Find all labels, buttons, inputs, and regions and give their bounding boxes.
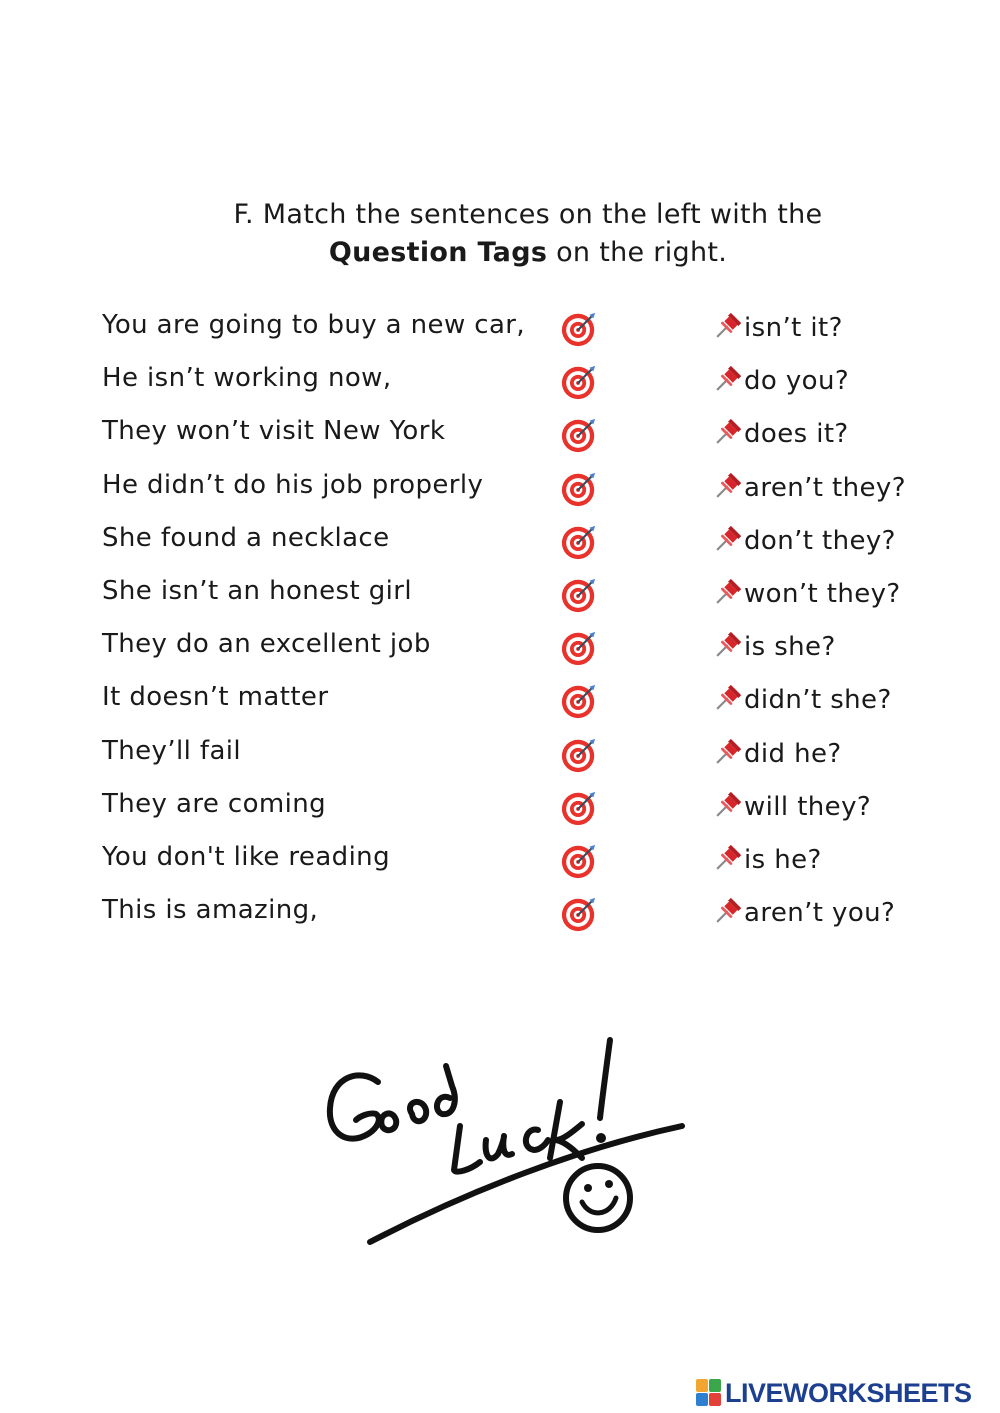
sentence-text: He didn’t do his job properly [102,469,484,500]
target-icon[interactable] [560,576,598,614]
pushpin-icon [714,632,744,662]
target-icon[interactable] [560,416,598,454]
sentence-text: This is amazing, [102,895,319,926]
pushpin-icon [714,419,744,449]
match-row [0,676,1000,729]
brand-name: LIVEWORKSHEETS [725,1377,972,1408]
instruction-rest: on the right. [547,237,728,268]
target-icon[interactable] [560,736,598,774]
match-row [0,623,1000,676]
question-tag-text: is he? [744,845,822,875]
instruction-line-2 [0,234,1000,272]
question-tag-item[interactable] [714,576,901,616]
sentence-text: You don't like reading [102,842,390,872]
question-tag-text: isn’t it? [744,313,843,343]
match-row [0,464,1000,517]
question-tag-text: will they? [744,791,872,822]
sentence-text: They are coming [102,788,327,819]
target-icon[interactable] [560,789,598,827]
pushpin-icon [714,845,744,875]
sentence-text: You are going to buy a new car, [102,310,526,340]
match-row [0,570,1000,623]
question-tag-text: didn’t she? [744,685,892,716]
good-luck-handwriting [320,1030,690,1260]
question-tag-item[interactable] [714,310,843,350]
target-icon[interactable] [560,523,598,561]
match-row [0,517,1000,570]
question-tag-item[interactable] [714,629,836,669]
match-row [0,783,1000,836]
pushpin-icon [714,739,744,769]
question-tag-text: aren’t they? [744,472,906,503]
target-icon[interactable] [560,363,598,401]
pushpin-icon [714,579,744,609]
target-icon[interactable] [560,310,598,348]
match-row [0,889,1000,942]
instruction-line-1: F. Match the sentences on the left with the [233,199,823,230]
instruction-bold-term: Question Tags [328,237,548,268]
pushpin-icon [714,313,744,343]
question-tag-text: did he? [744,738,842,769]
liveworksheets-logo [696,1376,972,1410]
question-tag-text: does it? [744,419,849,450]
sentence-text: She found a necklace [102,522,390,553]
target-icon[interactable] [560,470,598,508]
target-icon[interactable] [560,895,598,933]
match-row [0,730,1000,783]
pushpin-icon [714,898,744,928]
match-row [0,410,1000,463]
question-tag-item[interactable] [714,736,842,776]
pushpin-icon [714,526,744,556]
match-row [0,304,1000,357]
sentence-text: She isn’t an honest girl [102,576,412,606]
pushpin-icon [714,473,744,503]
question-tag-text: do you? [744,366,850,397]
question-tag-item[interactable] [714,363,849,403]
question-tag-item[interactable] [714,842,822,882]
question-tag-item[interactable] [714,682,892,722]
question-tag-item[interactable] [714,416,849,456]
sentence-text: They won’t visit New York [102,416,446,447]
sentence-text: It doesn’t matter [102,682,329,713]
question-tag-text: won’t they? [744,579,901,609]
question-tag-item[interactable] [714,789,871,829]
instruction [0,196,1000,272]
pushpin-icon [714,366,744,396]
question-tag-text: don’t they? [744,525,896,556]
question-tag-item[interactable] [714,523,896,563]
sentence-text: He isn’t working now, [102,363,392,394]
liveworksheets-mark-icon [696,1379,722,1407]
match-row [0,357,1000,410]
question-tag-item[interactable] [714,470,906,510]
question-tag-text: is she? [744,632,836,663]
target-icon[interactable] [560,842,598,880]
question-tag-item[interactable] [714,895,895,935]
target-icon[interactable] [560,629,598,667]
match-row [0,836,1000,889]
question-tag-text: aren’t you? [744,898,896,929]
sentence-text: They’ll fail [102,735,242,766]
sentence-text: They do an excellent job [102,629,431,660]
pushpin-icon [714,685,744,715]
target-icon[interactable] [560,682,598,720]
pushpin-icon [714,792,744,822]
